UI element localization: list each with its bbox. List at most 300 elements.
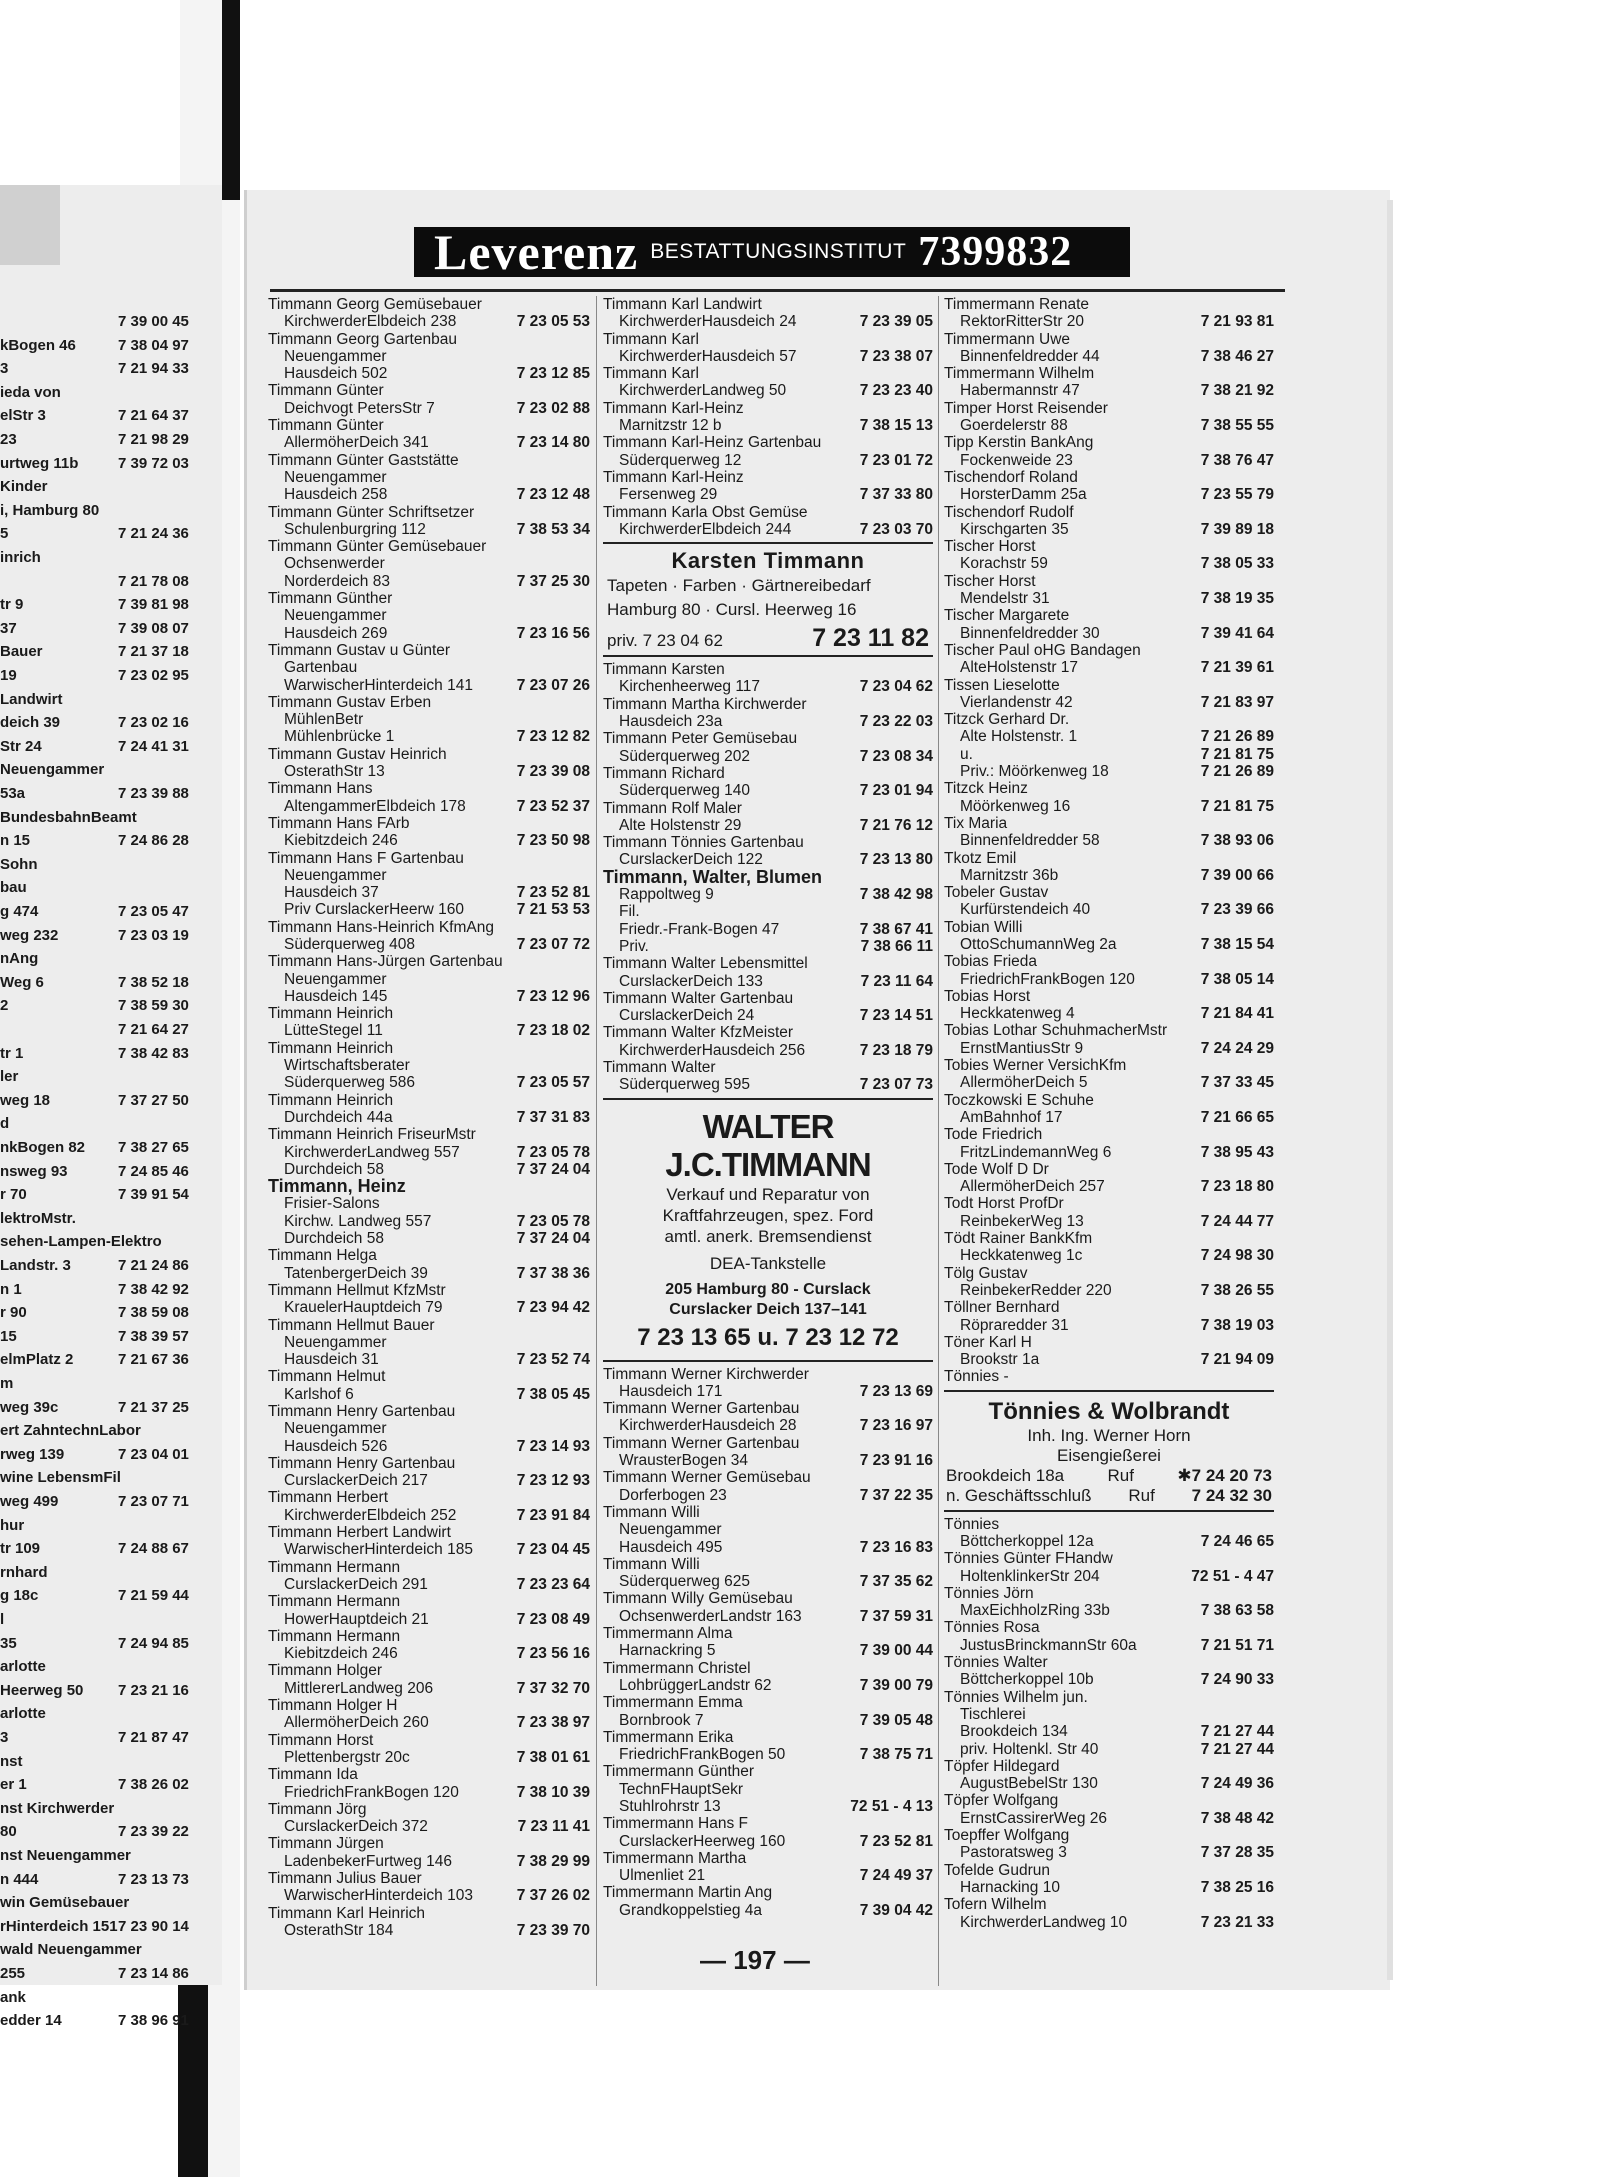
entry-name: Timmann Gustav u Günter	[268, 641, 451, 659]
entry-address: Ochsenwerder	[284, 555, 385, 573]
entry-address: AltengammerElbdeich 178	[284, 797, 466, 815]
left-page-entry-text: hur	[0, 1516, 25, 1534]
entry-phone: 7 23 14 51	[859, 1007, 933, 1025]
walter-ad-line: Kraftfahrzeugen, spez. Ford	[662, 1205, 874, 1225]
listing-entry	[944, 711, 1274, 746]
entry-name: Töpfer Wolfgang	[944, 1792, 1059, 1810]
listing-entry	[268, 1489, 590, 1524]
left-page-entry-phone: 7 37 27 50	[118, 1091, 189, 1109]
walter-timmann-ad	[603, 1098, 933, 1362]
entry-address: Böttcherkoppel 10b	[960, 1671, 1094, 1689]
listing-entry	[603, 1850, 933, 1885]
entry-address: Kirchenheerweg 117	[619, 678, 761, 696]
entry-phone: 7 21 81 75	[1200, 745, 1274, 763]
left-page-entry-text: ler	[0, 1068, 19, 1086]
entry-phone: 7 23 11 41	[517, 1818, 590, 1836]
entry-name: Timmann Hans-Heinrich KfmAng	[268, 918, 494, 936]
entry-phone: 7 23 21 33	[1200, 1913, 1274, 1931]
entry-name: Timmann Heinrich	[268, 1005, 394, 1023]
listing-entry	[268, 1178, 590, 1230]
entry-phone: 7 21 51 71	[1200, 1636, 1274, 1654]
left-page-entry-text: arlotte	[0, 1658, 46, 1676]
entry-name: Timmann Heinrich FriseurMstr	[268, 1126, 476, 1144]
page-edge	[1387, 200, 1393, 1980]
listing-entry	[944, 763, 1274, 780]
entry-phone: 7 23 22 03	[859, 713, 933, 731]
entry-name: Timmann Günter	[268, 382, 384, 400]
left-page-entry-text: Sohn	[0, 855, 38, 873]
entry-name: Timmann Willi	[603, 1555, 700, 1573]
toennies-ad-row	[944, 1466, 1274, 1486]
col3b-entries	[944, 1516, 1274, 1931]
entry-name: Timmann Günter Gaststätte	[268, 451, 459, 469]
entry-phone: 7 39 00 79	[859, 1676, 933, 1694]
entry-address: OchsenwerderLandstr 163	[619, 1607, 802, 1625]
left-page-entry-phone: 7 38 52 18	[118, 973, 189, 991]
entry-name: Tobeler Gustav	[944, 884, 1049, 902]
left-page-header-block	[0, 185, 60, 265]
book-spine-bottom	[178, 1975, 208, 2177]
entry-address: Mühlenbrücke 1	[284, 728, 395, 746]
entry-address: KirchwerderLandweg 10	[960, 1913, 1128, 1931]
listing-entry	[944, 504, 1274, 539]
entry-address: Süderquerweg 595	[619, 1076, 750, 1094]
entry-name: Timmann Günter Schriftsetzer	[268, 503, 475, 521]
entry-name: Timmann Hermann	[268, 1593, 401, 1611]
entry-address: Bornbrook 7	[619, 1711, 704, 1729]
listing-entry	[944, 1862, 1274, 1897]
entry-name: Tönnies Walter	[944, 1654, 1048, 1672]
left-page-entry-phone: 7 24 85 46	[118, 1162, 189, 1180]
listing-column-2	[603, 296, 933, 1919]
entry-address: Fockenweide 23	[960, 451, 1073, 469]
entry-phone: 7 21 81 75	[1200, 797, 1274, 815]
entry-address: TatenbergerDeich 39	[284, 1264, 428, 1282]
listing-entry	[944, 1741, 1274, 1758]
entry-name: Tödt Rainer BankKfm	[944, 1230, 1093, 1248]
listing-entry	[944, 1265, 1274, 1300]
entry-phone: 7 21 83 97	[1200, 693, 1274, 711]
left-page-entry-text: Landwirt	[0, 690, 63, 708]
listing-entry	[944, 1161, 1274, 1196]
entry-phone: 7 23 18 80	[1200, 1178, 1274, 1196]
listing-entry	[944, 1896, 1274, 1931]
listing-entry	[944, 1550, 1274, 1585]
entry-address: AlteHolstenstr 17	[960, 659, 1079, 677]
entry-address: Durchdeich 58	[284, 1160, 384, 1178]
entry-address: Wirtschaftsberater	[284, 1057, 410, 1075]
entry-address: Vierlandenstr 42	[960, 693, 1073, 711]
listing-entry	[944, 815, 1274, 850]
entry-phone: 7 23 07 72	[516, 935, 590, 953]
entry-address: KirchwerderHausdeich 256	[619, 1041, 806, 1059]
listing-entry	[944, 1126, 1274, 1161]
entry-name: Timmann Helga	[268, 1247, 377, 1265]
karsten-ad-line: Tapeten · Farben · Gärtnereibedarf	[607, 576, 871, 596]
listing-entry	[944, 1368, 1274, 1385]
left-page-entry-text: nkBogen 82	[0, 1139, 86, 1156]
entry-address: CurslackerDeich 372	[284, 1818, 428, 1836]
entry-name: Timmann Gustav Erben	[268, 693, 432, 711]
listing-entry	[603, 331, 933, 366]
entry-phone: 7 37 59 31	[859, 1607, 933, 1625]
left-page-entry-phone: 7 24 94 85	[118, 1634, 189, 1652]
entry-name: Timmann Hermann	[268, 1558, 401, 1576]
entry-phone: 7 21 93 81	[1200, 313, 1274, 331]
entry-phone: 7 23 04 45	[516, 1541, 590, 1559]
entry-name: Timmann Henry Gartenbau	[268, 1403, 456, 1420]
entry-name: Timmann Holger H	[268, 1697, 398, 1715]
left-page-entry-text: nAng	[0, 950, 39, 968]
left-page-entry-text: Bauer	[0, 643, 43, 661]
entry-phone: 7 38 93 06	[1200, 832, 1274, 850]
entry-address: Plettenbergstr 20c	[284, 1748, 410, 1766]
left-page-entry-phone: 7 38 59 30	[118, 997, 189, 1015]
listing-entry	[944, 400, 1274, 435]
left-page-fragment	[0, 185, 222, 2030]
entry-address: KirchwerderElbdeich 238	[284, 313, 457, 331]
entry-name: Timmann Rolf Maler	[603, 799, 742, 817]
listing-entry	[944, 953, 1274, 988]
listing-entry	[944, 850, 1274, 885]
listing-entry	[268, 1559, 590, 1594]
entry-address: Ulmenliet 21	[619, 1867, 706, 1885]
entry-address: KirchwerderHausdeich 57	[619, 347, 797, 365]
entry-name: Timmann Willy Gemüsebau	[603, 1590, 793, 1608]
entry-name: Tode Wolf D Dr	[944, 1160, 1049, 1178]
entry-address: Hausdeich 23a	[619, 713, 723, 731]
left-page-entry-text: arlotte	[0, 1705, 46, 1723]
karsten-ad-title: Karsten Timmann	[671, 548, 865, 574]
entry-phone: 7 23 12 93	[516, 1472, 590, 1490]
left-page-entry-text: lektroMstr.	[0, 1209, 76, 1227]
entry-phone: 7 39 04 42	[859, 1901, 933, 1919]
entry-address: Dorferbogen 23	[619, 1486, 727, 1504]
entry-address: Hausdeich 495	[619, 1538, 723, 1556]
entry-address: Fersenweg 29	[619, 486, 718, 504]
entry-phone: 7 38 01 61	[516, 1748, 590, 1766]
listing-entry	[603, 1469, 933, 1504]
column-separator	[938, 296, 939, 1986]
entry-name: Tobian Willi	[944, 918, 1023, 936]
entry-address: WarwischerHinterdeich 185	[284, 1541, 473, 1559]
entry-phone: 7 21 26 89	[1200, 728, 1274, 746]
entry-phone: 7 23 14 80	[516, 434, 590, 452]
listing-entry	[944, 607, 1274, 642]
entry-address: HowerHauptdeich 21	[284, 1610, 429, 1628]
entry-name: Tönnies	[944, 1515, 1000, 1533]
entry-name: Timper Horst Reisender	[944, 399, 1108, 417]
listing-entry	[603, 765, 933, 800]
column-separator	[596, 296, 597, 1986]
entry-phone: 7 23 39 08	[516, 763, 590, 781]
entry-phone: 7 23 39 66	[1200, 901, 1274, 919]
entry-address: KirchwerderLandweg 50	[619, 382, 787, 400]
entry-address: Heckkatenweg 4	[960, 1005, 1075, 1023]
entry-address: JustusBrinckmannStr 60a	[960, 1636, 1137, 1654]
entry-address: ReinbekerRedder 220	[960, 1281, 1112, 1299]
entry-name: Tischer Margarete	[944, 607, 1070, 625]
listing-entry	[268, 901, 590, 918]
listing-entry	[268, 1697, 590, 1732]
listing-entry	[268, 504, 590, 539]
listing-entry	[268, 919, 590, 954]
entry-address: Süderquerweg 12	[619, 451, 742, 469]
entry-phone: 7 38 75 71	[859, 1746, 933, 1764]
listing-entry	[603, 1435, 933, 1470]
entry-address: Karlshof 6	[284, 1385, 354, 1403]
left-page-entry-phone: 7 39 72 03	[118, 454, 189, 472]
left-page-entry-text: tr 9	[0, 596, 24, 614]
left-page-entry-text: Kinder	[0, 478, 48, 496]
listing-entry	[268, 1870, 590, 1905]
listing-entry	[944, 919, 1274, 954]
entry-address: AllermöherDeich 5	[960, 1074, 1088, 1092]
listing-entry	[268, 1282, 590, 1317]
left-page-entry-phone: 7 23 39 88	[118, 785, 189, 802]
entry-name: Toczkowski E Schuhe	[944, 1091, 1094, 1109]
entry-phone: 7 23 02 88	[516, 399, 590, 417]
listing-entry	[944, 1827, 1274, 1862]
entry-address: AmBahnhof 17	[960, 1108, 1063, 1126]
entry-name: Timmermann Uwe	[944, 330, 1071, 348]
left-page-entry-phone: 7 38 39 57	[118, 1327, 189, 1345]
entry-name: Timmermann Erika	[603, 1728, 734, 1746]
entry-address: WarwischerHinterdeich 141	[284, 676, 473, 694]
listing-entry	[268, 538, 590, 590]
left-page-entry-text: tr 109	[0, 1540, 41, 1558]
entry-address: Kurfürstendeich 40	[960, 901, 1091, 919]
entry-address: u.	[960, 745, 973, 763]
left-page-entry-text: 3	[0, 1729, 9, 1746]
walter-ad-line: amtl. anerk. Bremsendienst	[664, 1226, 872, 1246]
entry-phone: 7 23 23 64	[516, 1575, 590, 1593]
left-page-entry-text: bau	[0, 879, 27, 897]
left-page-entry-text: rnhard	[0, 1563, 48, 1581]
entry-phone: 7 24 90 33	[1200, 1671, 1274, 1689]
left-page-entry-phone: 7 21 24 86	[118, 1257, 189, 1274]
entry-name: Timmann Werner Gartenbau	[603, 1400, 800, 1418]
left-page-entry-phone: 7 38 26 02	[118, 1776, 189, 1794]
entry-address: CurslackerDeich 122	[619, 851, 763, 869]
listing-entry	[944, 331, 1274, 366]
entry-name: Timmermann Christel	[603, 1659, 751, 1677]
entry-name: Timmann Georg Gemüsebauer	[268, 296, 482, 313]
toennies-ad-label: Ruf	[1128, 1485, 1155, 1505]
entry-address: Süderquerweg 586	[284, 1074, 415, 1092]
karsten-ad-phones	[603, 622, 933, 655]
entry-address: Stuhlrohrstr 13	[619, 1798, 721, 1815]
entry-phone: 7 39 41 64	[1200, 624, 1274, 642]
left-page-entry-text: l	[0, 1611, 5, 1628]
entry-address: HoltenklinkerStr 204	[960, 1567, 1100, 1585]
listing-entry	[268, 953, 590, 1005]
entry-name: Timmann Hans	[268, 780, 373, 798]
left-page-entry-text: weg 232	[0, 926, 59, 944]
entry-address: Frisier-Salons	[284, 1195, 380, 1213]
entry-phone: 7 23 52 81	[516, 884, 590, 902]
entry-name: Tischer Horst	[944, 538, 1036, 556]
left-page-entry-phone: 7 23 39 22	[118, 1823, 189, 1841]
entry-address: KirchwerderElbdeich 244	[619, 520, 792, 538]
entry-phone: 7 38 19 35	[1200, 590, 1274, 608]
entry-phone: 7 23 04 62	[859, 678, 933, 696]
listing-entry	[268, 1628, 590, 1663]
listing-entry	[268, 1403, 590, 1455]
entry-address: Kirchw. Landweg 557	[284, 1212, 432, 1230]
entry-phone: 7 37 32 70	[516, 1679, 590, 1697]
entry-phone: 72 51 - 4 13	[850, 1798, 933, 1815]
entry-name: Timmann Jürgen	[268, 1835, 384, 1853]
listing-entry	[944, 677, 1274, 712]
entry-name: Tischer Horst	[944, 572, 1036, 590]
entry-address: FriedrichFrankBogen 120	[960, 970, 1135, 988]
entry-address: Neuengammer	[284, 607, 387, 625]
entry-address: CurslackerHeerweg 160	[619, 1832, 786, 1850]
listing-entry	[603, 730, 933, 765]
entry-phone: 7 38 21 92	[1200, 382, 1274, 400]
left-page-entry-text: ert ZahntechnLabor	[0, 1422, 141, 1440]
listing-entry	[268, 1835, 590, 1870]
entry-address: Binnenfeldredder 30	[960, 624, 1100, 642]
col2b-entries	[603, 661, 933, 1093]
left-page-entry-text: wald Neuengammer	[0, 1941, 142, 1959]
entry-name: Tofern Wilhelm	[944, 1896, 1047, 1914]
left-page-entry-text: 19	[0, 667, 17, 684]
entry-address: Deichvogt PetersStr 7	[284, 399, 435, 417]
entry-address: Kiebitzdeich 246	[284, 832, 398, 850]
entry-phone: 7 21 66 65	[1200, 1108, 1274, 1126]
entry-phone: 7 23 13 80	[859, 851, 933, 869]
left-page-entry-phone: 7 38 42 92	[118, 1280, 189, 1298]
left-page-entry-text: tr 1	[0, 1044, 24, 1062]
entry-address: Hausdeich 31	[284, 1351, 379, 1369]
entry-name: Tölg Gustav	[944, 1264, 1028, 1282]
left-page-entry-text: Weg 6	[0, 973, 44, 991]
entry-name: Titzck Gerhard Dr.	[944, 711, 1070, 729]
entry-name: Tobias Lothar SchuhmacherMstr	[944, 1022, 1168, 1040]
entry-name: Tkotz Emil	[944, 849, 1017, 867]
walter-ad-phone: 7 23 13 65 u. 7 23 12 72	[637, 1323, 899, 1351]
left-page-entry-phone: 7 23 14 86	[118, 1965, 189, 1982]
entry-address: Hausdeich 145	[284, 987, 388, 1005]
entry-address: Marnitzstr 36b	[960, 866, 1059, 884]
entry-phone: 7 23 01 72	[859, 451, 933, 469]
entry-address: KirchwerderLandweg 557	[284, 1143, 460, 1161]
karsten-ad-phone: 7 23 11 82	[812, 624, 929, 653]
left-page-entry-text: ank	[0, 1988, 26, 2006]
entry-address: Norderdeich 83	[284, 572, 390, 590]
entry-phone: 7 38 53 34	[516, 520, 590, 538]
left-page-entry-phone: 7 38 96 91	[118, 2012, 189, 2030]
entry-phone: 7 23 03 70	[859, 520, 933, 538]
left-page-entry-phone: 7 23 04 01	[118, 1445, 189, 1463]
entry-address: Schulenburgring 112	[284, 520, 426, 538]
toennies-ad-line: Eisengießerei	[1057, 1445, 1161, 1465]
entry-address: KirchwerderHausdeich 24	[619, 313, 797, 331]
entry-name: Timmann Günter	[268, 417, 384, 435]
left-page-entry-phone: 7 21 67 36	[118, 1351, 189, 1369]
listing-entry	[944, 1792, 1274, 1827]
listing-entry	[268, 815, 590, 850]
listing-entry	[603, 834, 933, 869]
entry-phone: 7 38 15 13	[859, 417, 933, 435]
entry-phone: 7 37 24 04	[516, 1230, 590, 1248]
entry-address: LadenbekerFurtweg 146	[284, 1852, 453, 1870]
left-page-entry-text: 53a	[0, 785, 26, 802]
karsten-timmann-ad	[603, 542, 933, 657]
col2c-entries	[603, 1366, 933, 1920]
listing-entry	[268, 1732, 590, 1767]
entry-address: Kiebitzdeich 246	[284, 1645, 398, 1663]
listing-entry	[603, 504, 933, 539]
listing-entry	[944, 365, 1274, 400]
entry-phone: 7 37 28 35	[1200, 1844, 1274, 1862]
entry-phone: 7 38 42 98	[859, 886, 933, 904]
left-page-entry-text: nst	[0, 1752, 23, 1770]
listing-entry	[944, 469, 1274, 504]
entry-phone: 7 23 52 81	[859, 1832, 933, 1850]
left-page-entry-text: nst Kirchwerder	[0, 1799, 115, 1817]
entry-address: Goerdelerstr 88	[960, 417, 1068, 435]
entry-phone: 7 21 53 53	[516, 901, 590, 919]
entry-name: Timmann Martha Kirchwerder	[603, 695, 807, 713]
entry-address: Hausdeich 37	[284, 884, 379, 902]
entry-phone: 7 37 22 35	[859, 1486, 933, 1504]
entry-phone: 7 37 31 83	[516, 1108, 590, 1126]
entry-phone: 7 38 67 41	[859, 920, 933, 938]
entry-address: Hausdeich 502	[284, 365, 388, 383]
left-page-entry-text: 5	[0, 525, 9, 543]
left-page-entry-phone: 7 23 03 19	[118, 926, 189, 944]
entry-address: Möörkenweg 16	[960, 797, 1071, 815]
listing-entry	[268, 1905, 590, 1940]
entry-address: Neuengammer	[284, 866, 387, 884]
listing-entry	[944, 1689, 1274, 1741]
entry-name: Timmann Hellmut Bauer	[268, 1316, 435, 1334]
entry-phone: 7 23 05 78	[516, 1143, 590, 1161]
left-page-entry-text: urtweg 11b	[0, 454, 79, 472]
listing-entry	[603, 1815, 933, 1850]
entry-phone: 7 23 39 05	[859, 313, 933, 331]
listing-entry	[268, 1317, 590, 1369]
listing-entry	[603, 696, 933, 731]
entry-address: Böttcherkoppel 12a	[960, 1533, 1094, 1550]
left-page-entry-text: win Gemüsebauer	[0, 1894, 130, 1912]
entry-address: Neuengammer	[284, 1420, 387, 1438]
entry-name: Tobias Horst	[944, 987, 1031, 1005]
listing-entry	[268, 1126, 590, 1161]
listing-entry	[944, 1516, 1274, 1551]
entry-address: CurslackerDeich 291	[284, 1575, 428, 1593]
entry-address: KirchwerderHausdeich 28	[619, 1417, 797, 1435]
left-page-entry-text: elStr 3	[0, 407, 46, 425]
listing-entry	[603, 1694, 933, 1729]
left-page-entry-text: r 90	[0, 1304, 27, 1322]
entry-phone: 7 38 19 03	[1200, 1316, 1274, 1334]
left-page-entry-phone: 7 23 02 95	[118, 667, 189, 684]
walter-ad-line: DEA-Tankstelle	[709, 1253, 827, 1273]
walter-ad-address: Curslacker Deich 137–141	[669, 1300, 867, 1318]
toennies-ad-title: Tönnies & Wolbrandt	[988, 1397, 1230, 1425]
entry-address: OttoSchumannWeg 2a	[960, 935, 1117, 953]
entry-phone: 7 38 76 47	[1200, 451, 1274, 469]
entry-phone: 7 23 91 84	[516, 1506, 590, 1524]
entry-phone: 7 24 24 29	[1200, 1039, 1274, 1057]
entry-name: Töpfer Hildegard	[944, 1757, 1060, 1775]
listing-entry	[268, 1662, 590, 1697]
entry-address: Neuengammer	[284, 970, 387, 988]
